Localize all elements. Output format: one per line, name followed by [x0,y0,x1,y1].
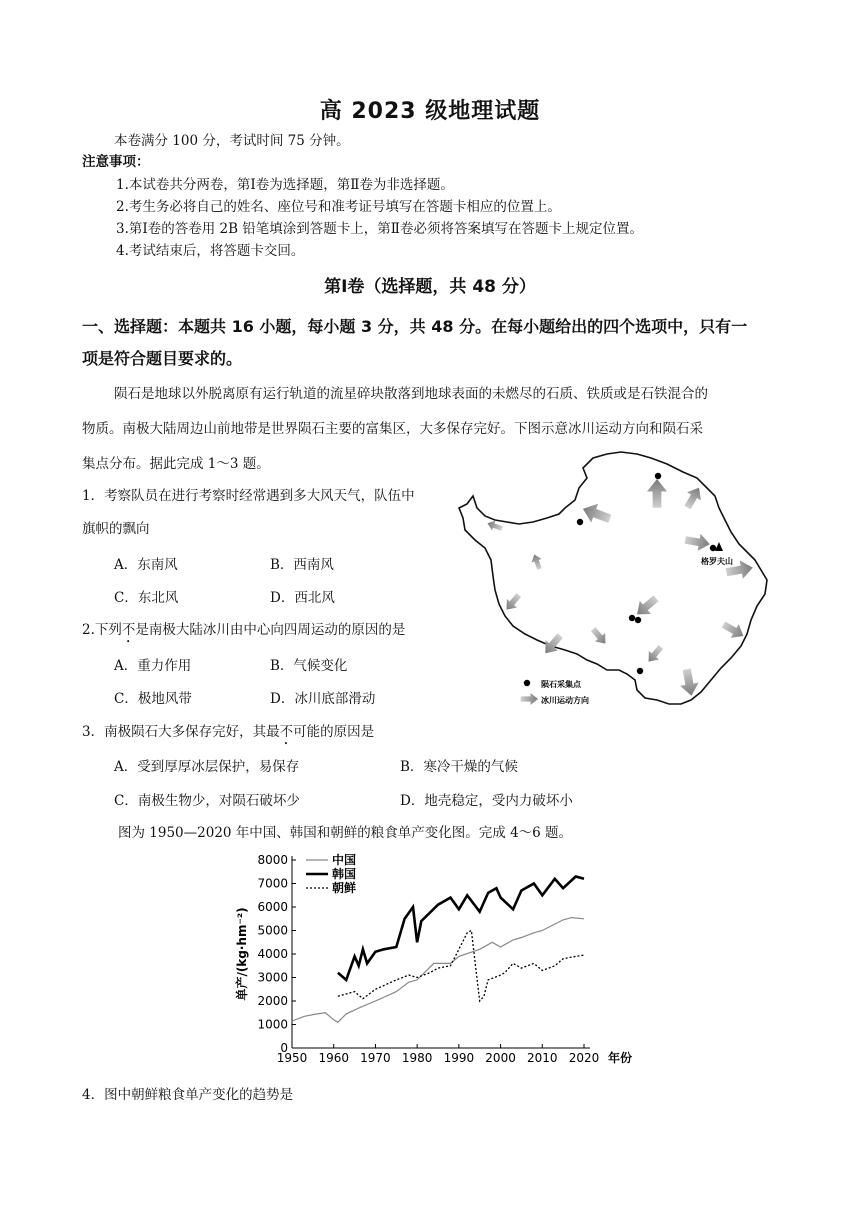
passage2: 图为 1950—2020 年中国、韩国和朝鲜的粮食单产变化图。完成 4～6 题。 [118,825,573,841]
q3-option-b: B．寒冷干燥的气候 [400,759,518,775]
q2-stem [82,618,405,646]
q2-option-b: B．气候变化 [270,658,348,674]
section-instructions-line1: 一、选择题：本题共 16 小题，每小题 3 分，共 48 分。在每小题给出的四个选项中，只有一 [82,317,748,336]
glacier-arrow [643,643,666,666]
y-tick-label: 5000 [257,923,288,938]
mountain-triangle [715,542,723,551]
legend-dot-label: 陨石采集点 [541,680,581,689]
glacier-arrow [684,531,712,552]
x-tick-label: 1960 [318,1051,349,1065]
q1-stem-line1: 1．考察队员在进行考察时经常遇到多大风天气，队伍中 [82,488,415,504]
page-title: 高 2023 级地理试题 [319,99,541,124]
q1-option-b: B．西南风 [270,557,334,573]
notice-item-4: 4.考试结束后，将答题卡交回。 [116,243,305,259]
y-tick-label: 4000 [257,947,288,961]
glacier-arrow [647,479,667,508]
y-axis-label: 单产/(kg·hm⁻²) [235,907,249,1001]
q1-option-a: A．东南风 [114,557,178,573]
q1-stem-line2: 旗帜的飘向 [82,521,150,537]
q3-stem [82,720,374,748]
chart-legend [306,852,356,895]
q1-option-d: D．西北风 [270,590,335,606]
q3-stem-emph: 不 [279,724,294,740]
meteorite-point [637,668,643,674]
meteorite-point [655,473,661,479]
series-line-thin [292,918,584,1023]
score-note: 本卷满分 100 分，考试时间 75 分钟。 [114,133,350,149]
q2-option-d: D．冰川底部滑动 [270,691,376,707]
antarctica-map [455,448,785,710]
q3-stem-post: 可能的原因是 [293,724,375,740]
passage1-line3: 集点分布。据此完成 1～3 题。 [82,456,270,472]
glacier-arrow [631,592,661,621]
q1-option-c: C．东北风 [114,590,179,606]
glacier-arrow [719,618,747,643]
series-line-dashed [338,931,584,1002]
meteorite-point [635,617,641,623]
meteorite-point [577,519,583,525]
y-tick-label: 1000 [257,1017,288,1032]
x-tick-label: 1970 [360,1051,391,1065]
q2-option-a: A．重力作用 [114,658,192,674]
x-tick-label: 1980 [401,1051,433,1065]
x-tick-label: 1990 [443,1051,475,1065]
y-tick-label: 7000 [257,876,288,891]
legend-arrow-label: 冰川运动方向 [541,696,589,705]
glacier-arrow [681,484,706,512]
q2-stem-post: 是南极大陆冰川由中心向四周运动的原因的是 [135,622,406,638]
passage1-line2: 物质。南极大陆周边山前地带是世界陨石主要的富集区，大多保存完好。下图示意冰川运动方向和陨石采 [82,421,703,437]
x-axis-label: 年份 [608,1051,633,1065]
y-tick-label: 3000 [257,970,288,985]
y-tick-label: 8000 [257,853,288,867]
q3-option-d: D．地壳稳定，受内力破坏小 [400,793,573,809]
glacier-arrow [539,630,566,658]
section-instructions-line2: 项是符合题目要求的。 [82,349,243,368]
chart-lines [292,877,584,1023]
q4-stem: 4．图中朝鲜粮食单产变化的趋势是 [82,1087,294,1103]
y-tick-label: 0 [280,1041,288,1055]
q3-option-c: C．南极生物少，对陨石破坏少 [114,793,300,809]
x-tick-label: 2000 [485,1051,516,1065]
glacier-arrow [678,668,701,698]
q3-stem-pre: 3．南极陨石大多保存完好，其最 [82,724,280,740]
meteorite-point [710,545,716,551]
grain-yield-chart [228,848,648,1068]
legend-dot-symbol [524,680,530,686]
notice-item-3: 3.第Ⅰ卷的答卷用 2B 铅笔填涂到答题卡上，第Ⅱ卷必须将答案填写在答题卡上规定位置。 [116,221,643,237]
glacier-arrow [579,499,613,528]
notice-item-2: 2.考生务必将自己的姓名、座位号和准考证号填写在答题卡相应的位置上。 [116,199,561,215]
q2-stem-pre: 2.下列 [82,622,122,638]
legend-label: 韩国 [332,867,357,881]
antarctica-coastline [459,452,767,704]
notice-item-1: 1.本试卷共分两卷，第Ⅰ卷为选择题，第Ⅱ卷为非选择题。 [116,177,454,193]
glacier-arrow [529,553,544,571]
section-title: 第Ⅰ卷（选择题，共 48 分） [324,277,536,297]
notice-title: 注意事项： [82,154,150,170]
y-tick-label: 6000 [257,900,288,914]
x-tick-label: 2020 [568,1051,600,1065]
legend-label: 中国 [332,853,357,867]
meteorite-point [629,615,635,621]
y-tick-label: 2000 [257,994,288,1008]
legend-arrow-symbol [521,693,538,705]
chart-axes [234,853,632,1065]
mountain-label: 格罗夫山 [701,557,733,566]
glacier-arrow [501,591,524,614]
q2-stem-emph: 不 [121,622,136,638]
passage1-line1: 陨石是地球以外脱离原有运行轨道的流星碎块散落到地球表面的未燃尽的石质、铁质或是石铁混合的 [114,386,708,402]
legend-label: 朝鲜 [332,881,357,895]
q3-option-a: A．受到厚厚冰层保护，易保存 [114,759,300,775]
x-tick-label: 2010 [527,1051,558,1065]
x-tick-label: 1950 [276,1051,308,1065]
q2-option-c: C．极地风带 [114,691,192,707]
glacier-arrow [588,625,611,648]
